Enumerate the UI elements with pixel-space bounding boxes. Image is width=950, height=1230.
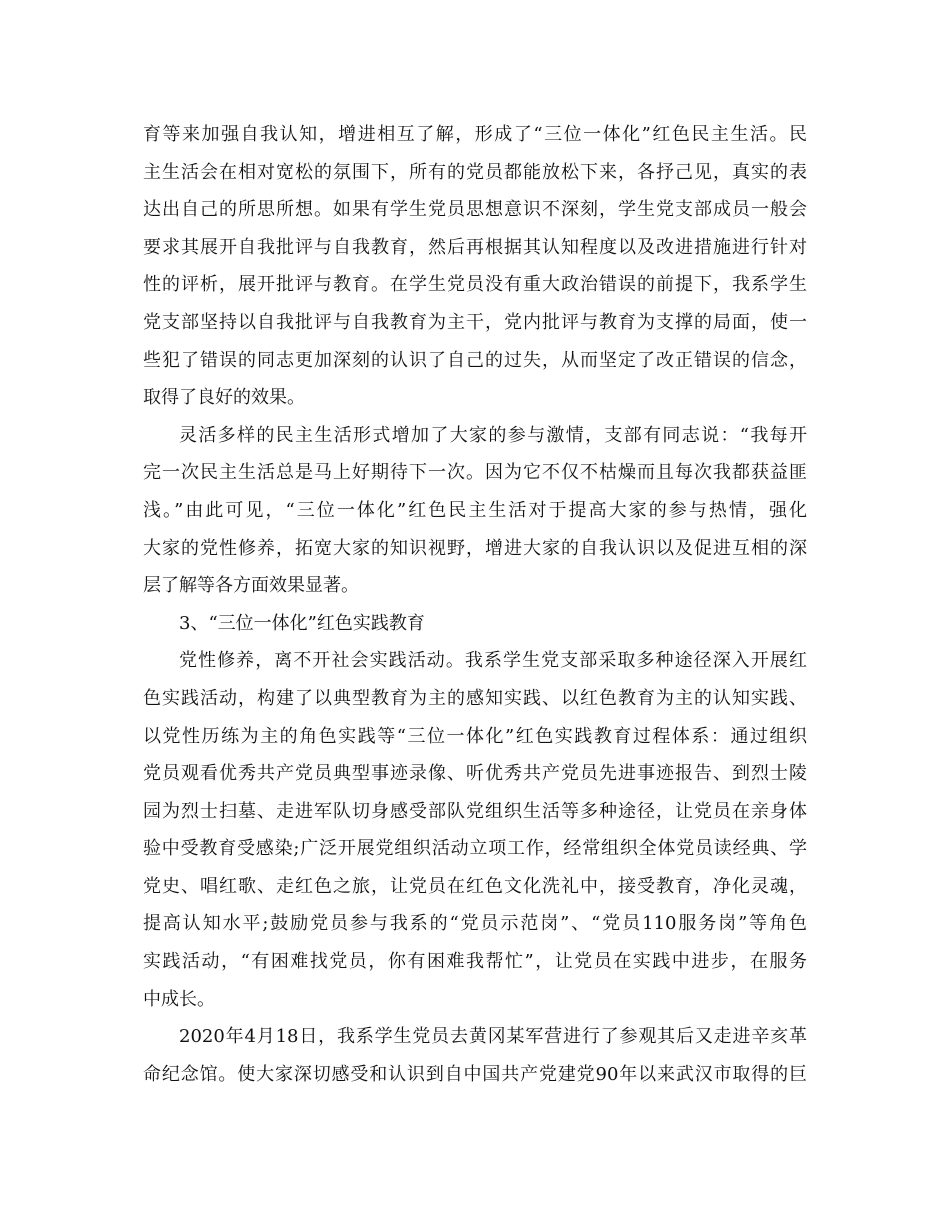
text-line: 灵活多样的民主生活形式增加了大家的参与激情，支部有同志说：“我每开 (179, 424, 807, 446)
text-line: 取得了良好的效果。 (143, 387, 305, 409)
text-line: 党史、唱红歌、走红色之旅，让党员在红色文化洗礼中，接受教育，净化灵魂， (143, 875, 807, 897)
text-line: 要求其展开自我批评与自我教育，然后再根据其认知程度以及改进措施进行针对 (143, 236, 807, 258)
section-heading: 3、“三位一体化”红色实践教育 (179, 612, 425, 634)
text-line: 园为烈士扫墓、走进军队切身感受部队党组织生活等多种途径，让党员在亲身体 (143, 800, 807, 822)
text-line: 党性修养，离不开社会实践活动。我系学生党支部采取多种途径深入开展红 (179, 650, 807, 672)
text-line: 验中受教育受感染;广泛开展党组织活动立项工作，经常组织全体党员读经典、学 (143, 838, 807, 860)
text-line: 色实践活动，构建了以典型教育为主的感知实践、以红色教育为主的认知实践、 (143, 687, 807, 709)
text-line: 达出自己的所思所想。如果有学生党员思想意识不深刻，学生党支部成员一般会 (143, 199, 807, 221)
text-line: 完一次民主生活总是马上好期待下一次。因为它不仅不枯燥而且每次我都获益匪 (143, 462, 807, 484)
text-line: 浅。”由此可见，“三位一体化”红色民主生活对于提高大家的参与热情，强化 (143, 499, 807, 521)
text-line: 提高认知水平;鼓励党员参与我系的“党员示范岗”、“党员110服务岗”等角色 (143, 913, 807, 935)
text-line: 性的评析，展开批评与教育。在学生党员没有重大政治错误的前提下，我系学生 (143, 274, 807, 296)
text-line: 党支部坚持以自我批评与自我教育为主干，党内批评与教育为支撑的局面，使一 (143, 311, 807, 333)
text-line: 以党性历练为主的角色实践等“三位一体化”红色实践教育过程体系：通过组织 (143, 725, 807, 747)
text-line: 些犯了错误的同志更加深刻的认识了自己的过失，从而坚定了改正错误的信念， (143, 349, 807, 371)
text-line: 育等来加强自我认知，增进相互了解，形成了“三位一体化”红色民主生活。民 (143, 124, 807, 145)
text-line: 实践活动，“有困难找党员，你有困难我帮忙”，让党员在实践中进步，在服务 (143, 951, 807, 973)
text-line: 层了解等各方面效果显著。 (143, 575, 359, 597)
text-line: 党员观看优秀共产党员典型事迹录像、听优秀共产党员先进事迹报告、到烈士陵 (143, 763, 807, 785)
text-line: 命纪念馆。使大家深切感受和认识到自中国共产党建党90年以来武汉市取得的巨 (143, 1063, 807, 1085)
text-line: 中成长。 (143, 988, 215, 1010)
text-line: 主生活会在相对宽松的氛围下，所有的党员都能放松下来，各抒己见，真实的表 (143, 161, 807, 183)
text-line: 大家的党性修养，拓宽大家的知识视野，增进大家的自我认识以及促进互相的深 (143, 537, 807, 559)
text-line: 2020年4月18日，我系学生党员去黄冈某军营进行了参观其后又走进辛亥革 (179, 1026, 807, 1048)
document-body (143, 116, 807, 1093)
